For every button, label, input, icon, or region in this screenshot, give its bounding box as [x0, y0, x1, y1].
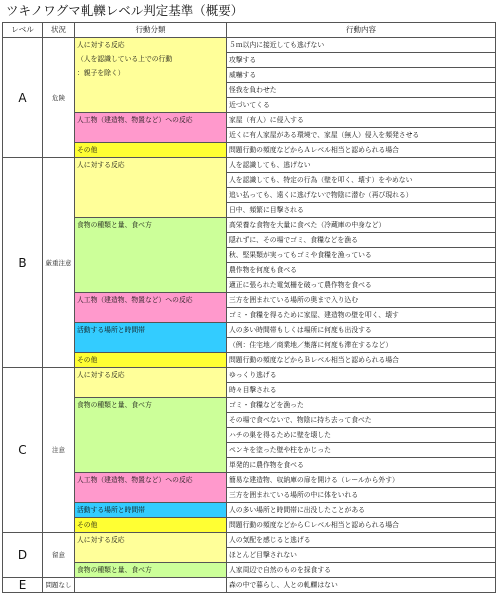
category-cell: [75, 578, 227, 593]
table-row: [3, 563, 496, 578]
content-cell: 人の多い時間帯もしくは場所に何度も出没する: [227, 323, 496, 338]
table-row: [3, 293, 496, 308]
content-cell: 人の気配を感じると逃げる: [227, 533, 496, 548]
table-row: [3, 113, 496, 128]
content-cell: ゴミ・食糧を得るために家屋、建造物の壁を叩く、壊す: [227, 308, 496, 323]
category-cell: [75, 518, 227, 533]
content-cell: ほとんど目撃されない: [227, 548, 496, 563]
situation-cell: 問題なし: [43, 578, 75, 593]
header-situation: 状況: [43, 23, 75, 38]
category-cell: [75, 503, 227, 518]
content-cell: 問題行動の頻度などからＣレベル相当と認められる場合: [227, 518, 496, 533]
category-label: 人工物（建造物、物置など）への反応: [77, 476, 193, 484]
category-cell: [75, 398, 227, 473]
content-cell: 人を認識しても、特定の行為（壁を叩く、壊す）をやめない: [227, 173, 496, 188]
category-cell: [75, 368, 227, 398]
table-row: [3, 503, 496, 518]
category-label: ：親子を除く）: [77, 69, 125, 77]
category-label: その他: [77, 146, 98, 154]
content-cell: 問題行動の頻度などからＢレベル相当と認められる場合: [227, 353, 496, 368]
category-cell: [75, 323, 227, 353]
criteria-table: [2, 22, 496, 593]
category-label: 人工物（建造物、物置など）への反応: [77, 116, 193, 124]
category-cell: [75, 143, 227, 158]
category-label: 食物の種類と量、食べ方: [77, 566, 152, 574]
content-cell: ペンキを塗った壁や柱をかじった: [227, 443, 496, 458]
content-cell: 人の多い場所と時間帯に出没したことがある: [227, 503, 496, 518]
category-cell: [75, 563, 227, 578]
content-cell: 近くに有人家屋がある環境で、家屋（無人）侵入を頻発させる: [227, 128, 496, 143]
content-cell: 攻撃する: [227, 53, 496, 68]
header-row: [3, 23, 496, 38]
table-row: [3, 368, 496, 383]
category-label: 人に対する反応: [77, 536, 125, 544]
content-cell: 人家周辺で自然のものを採食する: [227, 563, 496, 578]
table-row: [3, 578, 496, 593]
category-cell: [75, 473, 227, 503]
content-cell: 人を認識しても、逃げない: [227, 158, 496, 173]
criteria-body: [3, 38, 496, 593]
content-cell: 単発的に農作物を食べる: [227, 458, 496, 473]
table-row: [3, 533, 496, 548]
content-cell: ゴミ・食糧などを漁った: [227, 398, 496, 413]
level-cell: E: [3, 578, 43, 593]
content-cell: 家屋（有人）に侵入する: [227, 113, 496, 128]
level-cell: D: [3, 533, 43, 578]
content-cell: 時々目撃される: [227, 383, 496, 398]
category-cell: [75, 218, 227, 293]
content-cell: ゆっくり逃げる: [227, 368, 496, 383]
category-label: 人に対する反応: [77, 161, 125, 169]
category-cell: [75, 353, 227, 368]
table-row: [3, 158, 496, 173]
category-cell: [75, 38, 227, 113]
content-cell: 適正に張られた電気柵を破って農作物を食べる: [227, 278, 496, 293]
category-cell: [75, 113, 227, 143]
content-cell: 高栄養な食物を大量に食べた（冷蔵庫の中身など）: [227, 218, 496, 233]
content-cell: 森の中で暮らし、人との軋轢はない: [227, 578, 496, 593]
table-row: [3, 323, 496, 338]
category-label: その他: [77, 356, 98, 364]
category-label: 食物の種類と量、食べ方: [77, 221, 152, 229]
situation-cell: 注意: [43, 368, 75, 533]
content-cell: 簡易な建造物、収納庫の扉を開ける（レールから外す）: [227, 473, 496, 488]
table-row: [3, 353, 496, 368]
header-content: 行動内容: [227, 23, 496, 38]
level-cell: C: [3, 368, 43, 533]
content-cell: 日中、頻繁に目撃される: [227, 203, 496, 218]
content-cell: 近づいてくる: [227, 98, 496, 113]
category-label: 食物の種類と量、食べ方: [77, 401, 152, 409]
category-label: その他: [77, 521, 98, 529]
content-cell: 三方を囲まれている場所の奥まで入り込む: [227, 293, 496, 308]
table-row: [3, 38, 496, 53]
table-row: [3, 518, 496, 533]
situation-cell: 危険: [43, 38, 75, 158]
category-label: 人に対する反応: [77, 371, 125, 379]
content-cell: ５ｍ以内に接近しても逃げない: [227, 38, 496, 53]
page-title: ツキノワグマ軋轢レベル判定基準（概要）: [6, 3, 244, 18]
category-cell: [75, 533, 227, 563]
category-label: 活動する場所と時間帯: [77, 506, 145, 514]
category-label: 人に対する反応: [77, 41, 125, 49]
content-cell: 隠れずに、その場でゴミ、食糧などを漁る: [227, 233, 496, 248]
content-cell: 怪我を負わせた: [227, 83, 496, 98]
table-row: [3, 473, 496, 488]
content-cell: 秋、堅果類が実ってもゴミや食糧を漁っている: [227, 248, 496, 263]
category-cell: [75, 293, 227, 323]
situation-cell: 留意: [43, 533, 75, 578]
category-label: 人工物（建造物、物置など）への反応: [77, 296, 193, 304]
table-row: [3, 143, 496, 158]
header-category: 行動分類: [75, 23, 227, 38]
category-cell: [75, 158, 227, 218]
situation-cell: 厳重注意: [43, 158, 75, 368]
content-cell: 問題行動の頻度などからＡレベル相当と認められる場合: [227, 143, 496, 158]
content-cell: （例：住宅地／商業地／集落に何度も滞在するなど）: [227, 338, 496, 353]
level-cell: A: [3, 38, 43, 158]
header-level: レベル: [3, 23, 43, 38]
level-cell: B: [3, 158, 43, 368]
table-row: [3, 218, 496, 233]
category-label: （人を認識している上での行動: [77, 55, 173, 63]
category-label: 活動する場所と時間帯: [77, 326, 145, 334]
content-cell: 威嚇する: [227, 68, 496, 83]
table-row: [3, 398, 496, 413]
content-cell: ハチの巣を得るために壁を壊した: [227, 428, 496, 443]
content-cell: 農作物を何度も食べる: [227, 263, 496, 278]
content-cell: その場で食べないで、物陰に持ち去って食べた: [227, 413, 496, 428]
content-cell: 追い払っても、遠くに逃げないで物陰に潜む（再び現れる）: [227, 188, 496, 203]
content-cell: 三方を囲まれている場所の中に体をいれる: [227, 488, 496, 503]
